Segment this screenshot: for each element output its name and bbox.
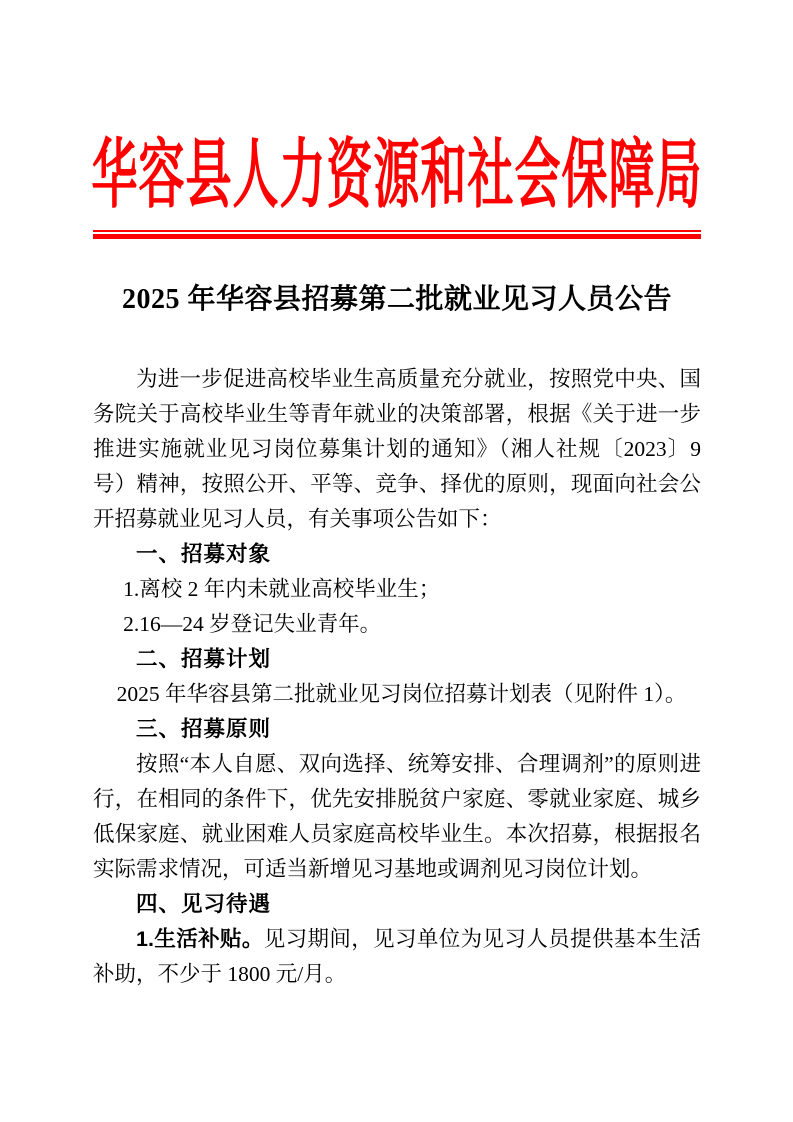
subsidy-paragraph	[93, 922, 701, 992]
document-content	[93, 0, 701, 992]
section-2-text: 2025 年华容县第二批就业见习岗位招募计划表（见附件 1）。	[116, 682, 687, 706]
list-item-1-2: 2.16—24 岁登记失业青年。	[123, 612, 382, 636]
subsidy-text: 见习期间，见习单位为见习人员提供基本生活补助，不少于 1800 元/月。	[93, 927, 701, 986]
document-body	[93, 362, 701, 992]
section-3-text: 按照“本人自愿、双向选择、统筹安排、合理调剂”的原则进行，在相同的条件下，优先安排脱贫户家庭、零就业家庭、城乡低保家庭、就业困难人员家庭高校毕业生。本次招募，根据报名实际需求情况，可适当新增见习基地或调剂见习岗位计划。	[93, 752, 701, 881]
letterhead	[91, 133, 703, 217]
letterhead-divider	[93, 230, 701, 239]
divider-thick-line	[93, 234, 701, 239]
list-item-1-1: 1.离校 2 年内未就业高校毕业生；	[123, 577, 441, 601]
section-heading-3: 三、招募原则	[136, 717, 272, 741]
subsidy-lead-label: 1.生活补贴。	[136, 927, 264, 951]
letterhead-org-name: 华容县人力资源和社会保障局	[91, 133, 703, 217]
section-heading-4: 四、见习待遇	[136, 892, 272, 916]
intro-paragraph: 为进一步促进高校毕业生高质量充分就业，按照党中央、国务院关于高校毕业生等青年就业的决策部署，根据《关于进一步推进实施就业见习岗位募集计划的通知》（湘人社规〔2023〕9号）精神，按照公开、平等、竞争、择优的原则，现面向社会公开招募就业见习人员，有关事项公告如下：	[93, 367, 701, 531]
section-heading-1: 一、招募对象	[136, 542, 272, 566]
document-title: 2025 年华容县招募第二批就业见习人员公告	[121, 284, 672, 315]
section-heading-2: 二、招募计划	[136, 647, 272, 671]
